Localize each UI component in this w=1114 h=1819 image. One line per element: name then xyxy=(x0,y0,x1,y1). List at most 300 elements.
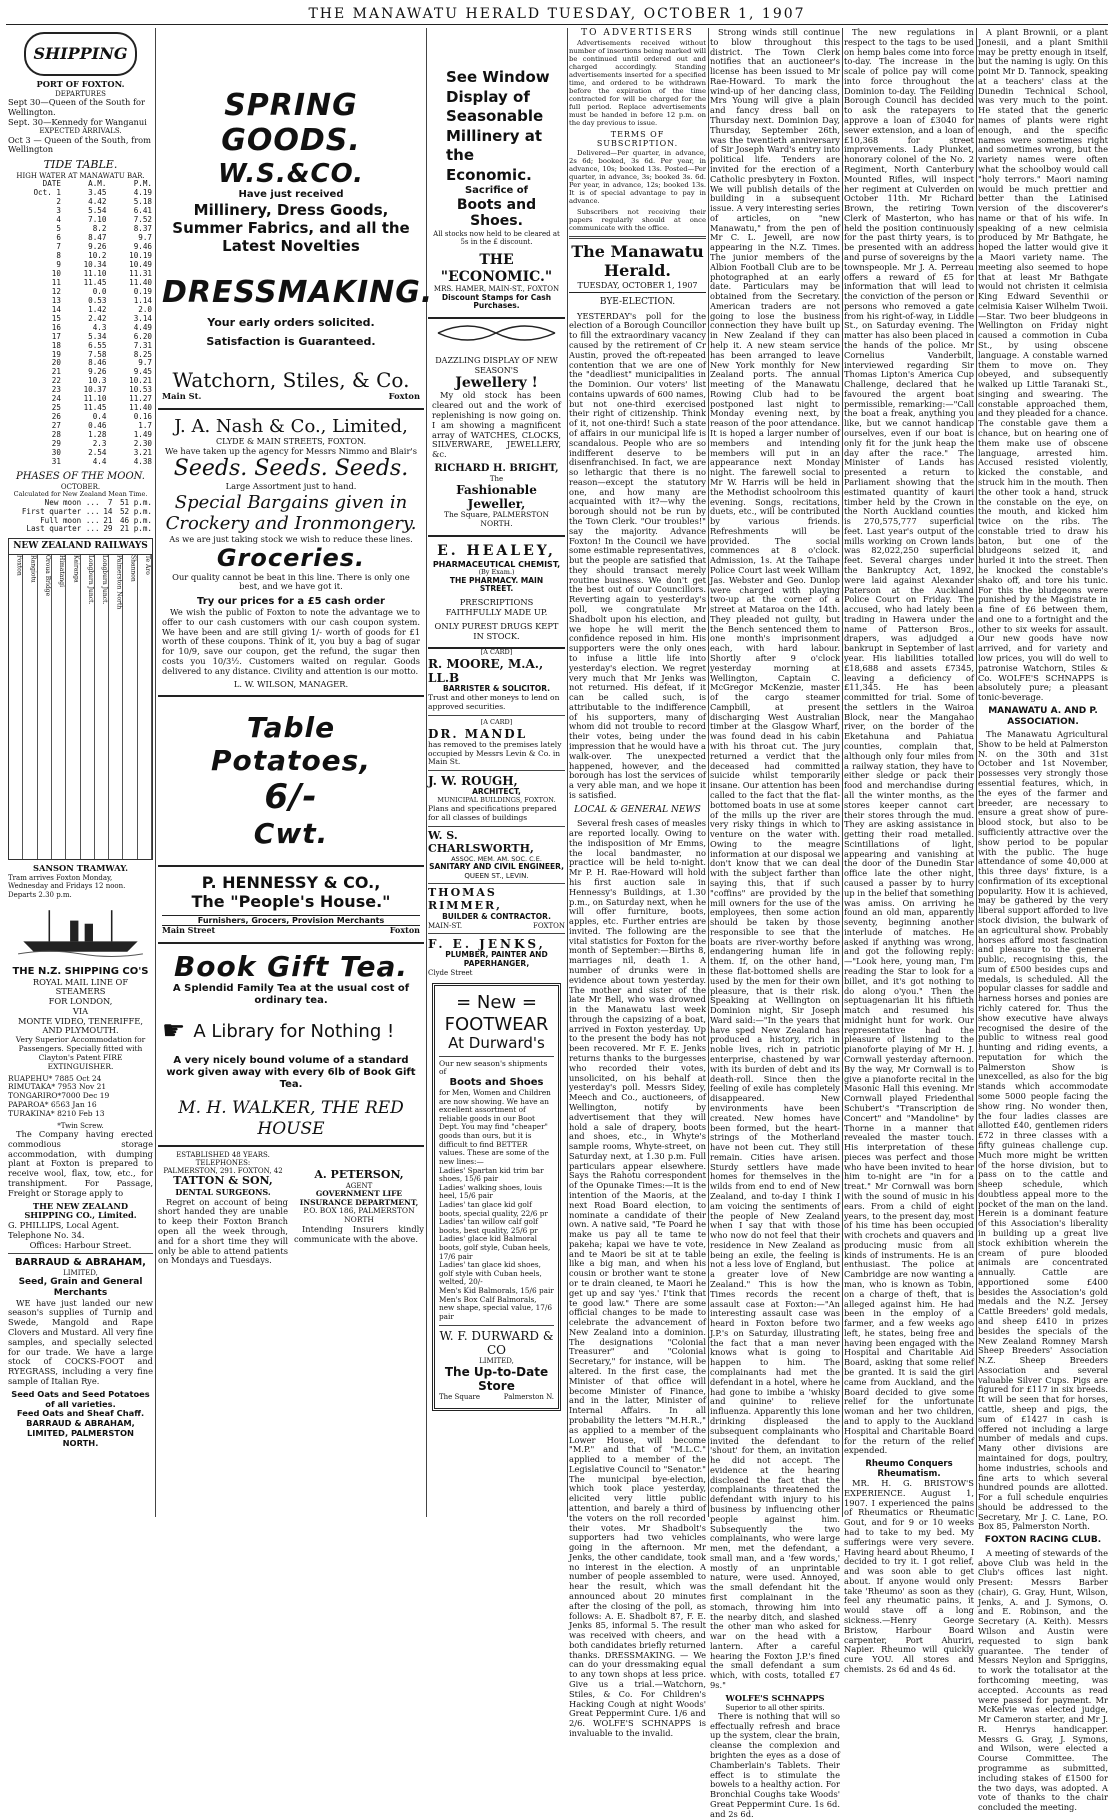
tide-cell: 16 xyxy=(51,322,61,332)
arrival-item: Oct 3 — Queen of the South, from Wellington xyxy=(8,134,152,155)
dressmaking-heading: DRESSMAKING. xyxy=(162,275,434,311)
durward-line-item: Ladies' glace kid Balmoral boots, golf style, Cuban heels, 17/6 pair xyxy=(439,1234,551,1261)
nzship-line: AND PLYMOUTH. xyxy=(42,1025,119,1036)
moon-cell: 29 xyxy=(103,524,113,534)
nzship-title: THE N.Z. SHIPPING CO'S xyxy=(12,965,149,977)
tide-cell: 11.45 xyxy=(83,403,107,413)
tide-table xyxy=(8,180,153,467)
column-divider xyxy=(426,28,427,1517)
foxton: Foxton xyxy=(388,391,420,402)
durward-line-item: Ladies' tan glace kid shoes, golf style with Cuban heels, welted, 20/- xyxy=(439,1260,542,1287)
tide-cell: 11.31 xyxy=(129,268,152,278)
durward-line-item: Men's Box Calf Balmorals, new shape, special value, 17/6 pair xyxy=(439,1294,553,1321)
tide-cell: 1.49 xyxy=(133,430,152,440)
foxton: Foxton xyxy=(389,925,420,936)
moon-cell: 46 p.m. xyxy=(119,515,152,525)
column-shipping xyxy=(8,28,153,1517)
tide-cell: 28 xyxy=(51,430,61,440)
library-text: A very nicely bound volume of a standard work given away with every 6lb of Book Gift Tea. xyxy=(166,1055,416,1090)
moon-note: Calculated for New Zealand Mean Time. xyxy=(13,489,148,498)
library-row xyxy=(162,1016,420,1047)
railway-title: NEW ZEALAND RAILWAYS xyxy=(9,539,152,555)
nzship-line: FOR LONDON, xyxy=(48,996,113,1007)
assoc-text: The Manawatu Agricultural Show to be held at Palmerston N. on the 30th and 31st October and 1st November, possesses very strongly those essential features, which, in the eyes of the farmer and breeder, are necessary to ensure a great show of pure-blood stock, but also to be sufficiently attractive over the show period to be popular with the public. The huge attendance of some 40,000 at this three days' fixture, is a confirmation of its exceptional popularity. How it is achieved, may be gathered by the very liberal support afforded to live stock division, the bulwark of an agricultural show. Probably horses afford most fascination and pleasure to the general public, recognising this, the sum of £500 besides cups and medals, is scheduled. All the popular classes for saddle and harness horses and ponies are richly catered for. Thus the show executive have always recognised the desire of the public to witness real good hunting and riding events, a reputation for which the Palmerston Show is unexcelled, as also for the big stands which accommodate some 5000 people facing the show ring. No wonder then, the four ladies classes are allotted £40, gentlemen riders £72 in three classes with a fifty guineas challenge cup. Much more might be written of the horse division, but to pass on to the cattle and sheep schedule, which doubtless appeal more to the pocket of the man on the land. Herein is a dominant feature of this Association's liberality in building up a great live stock exhibition wherein the cream of pure blooded animals are concentrated annually. Cattle are apportioned some £400 besides the Association's gold medals and the N.Z. Jersey Cattle Breeders' gold medals, and sheep £410 in prizes besides the specials of the New Zealand Romney Marsh Sheep Breeders' Association N.Z. Sheep Breeders Association and several valuable Silver Cups. Pigs are figured for £117 in six breeds. It will be seen that for horses, cattle, sheep and pigs, the sum of £1427 in cash is offered not including a large number of medals and cups. Many other divisions are maintained for dogs, poultry, home industries, schools and fine arts to which several hundred pounds are allotted. For a full schedule enquiries should be addressed to the Secretary, Mr J. C. Lane, P.O. Box 85, Palmerston North. xyxy=(978,729,1108,1532)
barraud-text: WE have just landed our new season's supplies of Turnip and Swede, Mangold and Rape Clovers and Mustard. All very fine samples, and specially selected for our trade. We have a large stock of COCKS-FOOT and RYEGRASS, including a very fine sample of Italian Rye. xyxy=(8,1297,153,1386)
pharm: PHARMACEUTICAL CHEMIST, xyxy=(432,559,561,569)
tide-cell: 10.37 xyxy=(83,385,107,395)
tide-cell: 6 xyxy=(56,233,61,243)
tide-cell: 2.42 xyxy=(88,313,107,323)
ad-durward xyxy=(432,983,561,1410)
racing-title: FOXTON RACING CLUB. xyxy=(984,1535,1102,1546)
wsco-heading: W.S.&CO. xyxy=(217,158,365,189)
potatoes-price: 6/- xyxy=(264,777,318,818)
ad-healey xyxy=(428,537,565,649)
tide-cell: 4.4 xyxy=(92,456,107,466)
try-prices: Try our prices for a £5 cash order xyxy=(197,596,385,608)
tatton-text: Regret on account of being short handed they are unable to keep their Foxton Branch open all the week through, and for a short time they will only be able to attend patients on Mondays and Tuesdays. xyxy=(158,1196,288,1266)
advertisers-text: Advertisements received without number of insertions being marked will be continued until ordered out and charged accordingly. Standing advertisements inserted for a specified time, and ordered to be withdrawn before the expiration of the time contracted for will be charged for the full period. Replace advertisements must be handed in before 12 p.m. on the day previous to issue. xyxy=(569,38,706,127)
peterson-text: Intending Insurers kindly communicate with the above. xyxy=(294,1224,424,1244)
spring-goods-heading: SPRING GOODS. xyxy=(221,88,361,159)
nzship-note: Very Superior Accommodation for Passengers. Specially fitted with Clayton's Patent FIRE EXTINGUISHER. xyxy=(15,1035,146,1071)
tide-cell: 25 xyxy=(51,403,61,413)
telephones: TELEPHONES: xyxy=(195,1158,251,1167)
charlsworth-name: W. S. CHARLSWORTH, xyxy=(428,828,534,855)
tide-cell: 11 xyxy=(51,277,61,287)
railway-station: Oroua Bridge xyxy=(38,555,52,859)
reduce-lines: As we are just taking stock we wish to reduce these lines. xyxy=(169,533,413,544)
tide-cell: 4.49 xyxy=(133,322,152,332)
govlife: GOVERNMENT LIFE INSURANCE DEPARTMENT, xyxy=(299,1188,419,1207)
wolfe-title: WOLFE'S SCHNAPPS xyxy=(725,1692,825,1703)
mandl-text: has removed to the premises lately occupied by Messrs Levin & Co. in Main St. xyxy=(428,739,562,767)
moon-row xyxy=(8,525,153,534)
tide-cell: 7.10 xyxy=(88,215,107,225)
local-text: Several fresh cases of measles are reported locally. Owing to the indisposition of Mr Emms, the local bandmaster, no practice will be held to-night. Mr P. H. Rae-Howard will hold his first auction sale in Hennessy's Buildings, at 1.30 p.m., on Saturday next, when he will offer furniture, boots, apples, etc. Further entries are invited. The following are the vital statistics for Foxton for the month of September:—Births 8, marriages nil, death 1. A number of drunks were in evidence about town yesterday. The mother and sister of the late Mr Bell, who was drowned in the Manawatu last week through the capsizing of a boat, arrived in Foxton yesterday. Up to the present the body has not been recovered. Mr F. E. Jenks returns thanks to the burgesses who recorded their votes, unsolicited, on his behalf at yesterday's poll. Messrs Sidey, Meech and Co., auctioneers, of Wellington, notify by advertisement that they will hold a sale of drapery, boots and shoes, etc., in Whyte's sample rooms, Whyte-street, on Saturday next, at 1.30 p.m. Full particulars appear elsewhere. Says the Rahotu correspondent of the Opunake Times:—It is the intention of the Maoris, at the next Road Board election, to nominate a candidate of their own. A native said, "Te Poard he make us pay all te tame te pakeha; kapai we have te vote, and te Maori be sit at te table like a big man, and when his cousin or brother want te stone or te drain cleaned, te Maori he get up and say 'yes.' I'tink that te good law." There are some official changes to be made to celebrate the advancement of New Zealand into a dominion. The designations "Colonial Treasurer" and "Colonial Secretary," for instance, will be altered. In the first case, the Minister of that office will become Minister of Finance, and in the latter, Minister of Internal Affairs. In all probability the letters "M.H.R.," as applied to a member of the Lower House, will become "M.P." and that of "M.L.C." applied to a member of the Legislative Council to "Senator." The municipal bye-election, which took place yesterday, elicited very little public attention, and barely a third of the voters on the roll recorded their votes. Mr Shadbolt's supporters had two vehicles going in the afternoon. Mr Jenks, the other candidate, took no interest in the election. A number of people assembled to hear the result, which was announced about 20 minutes after the closing of the poll, as follows: A. E. Shadbolt 87, F. E. Jenks 85, informal 5. The result was received with cheers, and both candidates briefly returned thanks. DRESSMAKING. — We can do your dressmaking equal to any town shops at less price. Give us a trial.—Watchorn, Stiles, & Co. For Children's Hacking Cough at night Woods' Great Peppermint Cure. 1/6 and 2/6. WOLFE'S SCHNAPPS is invaluable to the invalid. xyxy=(569,818,706,1738)
railway-station: Palmerston North xyxy=(109,555,123,859)
moon-cell: 7 xyxy=(107,497,113,507)
tide-row xyxy=(8,324,153,333)
tide-cell: 27 xyxy=(51,421,61,431)
ad-book-gift-tea xyxy=(158,944,424,1147)
tide-cell: 5 xyxy=(56,224,61,234)
potatoes-heading: Table Potatoes, xyxy=(211,711,371,778)
tide-cell: 11.45 xyxy=(83,277,107,287)
tide-row xyxy=(8,234,153,243)
builder: BUILDER & CONTRACTOR. xyxy=(442,912,551,922)
tide-cell: 10.34 xyxy=(83,259,107,269)
barraud-footer: BARRAUD & ABRAHAM, LIMITED, PALMERSTON NORTH. xyxy=(26,1418,135,1448)
tide-row xyxy=(8,413,153,422)
durward-boots: Boots and Shoes xyxy=(449,1077,544,1089)
prescriptions: PRESCRIPTIONS FAITHFULLY MADE UP. xyxy=(445,597,548,618)
hennessy-address xyxy=(162,926,420,935)
durward-line-item: Ladies' walking shoes, louis heel, 15/6 pair xyxy=(439,1182,543,1201)
tide-row xyxy=(8,288,153,297)
tide-cell: 10.49 xyxy=(129,259,152,269)
column-ads-right xyxy=(428,28,565,1517)
tide-cell: 8.2 xyxy=(92,224,107,234)
moon-cell: 21 p.m. xyxy=(119,524,152,534)
divider xyxy=(8,1253,153,1254)
news-text: A plant Brownii, or a plant Jonesii, and a plant Smithii may be pretty enough in itself, but the naming is ugly. On this point Mr D. Tannock, speaking at a teachers' class at the Dunedin Technical School, was very much to the point. He stated that the generic names of plants were right enough, and the specific names were sometimes right and sometimes wrong, but the variety names were often what the schoolboy would call "holy terrors." Maori naming would be much prettier and better than the Latinised version of the discoverer's name or that of his wife. In speaking of a new celmisia produced by Mr Bathgate, he hoped the latter would give it a Maori variety name. The meeting also seemed to hope that at least Mr Bathgate would not christen it celmisia King Edward Seventhii or celmisia Kaiser Wilhelm Twoii.—Star. Two beer bludgeons in Wellington on Friday night caused a commotion in Cuba St., by using obscene language. A constable warned them to move on. They obeyed, and subsequently walked up Little Taranaki St., singing and swearing. The constable approached them, and they pleaded for a chance. The constable gave them a chance, but on hearing one of them make use of obscene language, arrested him. Accused resisted violently, kicked the constable, and struck him in the mouth. Then the other took a hand, struck the constable on the eye, on the mouth, and kicked him twice on the ribs. The constable tried to draw his baton, but one of the bludgeons seized it, and hurled it into the street. Then he knocked the constable's shako off, and tore his tunic. For this the bludgeons were punished by the Magistrate in a fine of £6 between them, and one to a fortnight and the other to six weeks for assault. Our new goods have now arrived, and for variety and low prices, you will do well to patronise Watchorn, Stiles & Co. WOLFE'S SCHNAPPS is absolutely pure; a pleasant tonic-beverage. xyxy=(978,27,1108,703)
moon-cell: 14 xyxy=(103,506,113,516)
durward-limited: LIMITED, xyxy=(479,1356,514,1365)
paper-title: The Manawatu Herald. xyxy=(571,241,704,280)
moon-subtitle: OCTOBER. xyxy=(60,482,101,491)
rough-name: J. W. ROUGH, xyxy=(428,774,518,789)
durward-text2: for Men, Women and Children are now showing. We have an excellent assortment of reliable goods in our Boot Dept. You may find "cheaper" goods than ours, but it is difficult to find BETTER values. These are some of the new lines:— xyxy=(439,1088,551,1166)
divider xyxy=(428,770,565,771)
foxton: FOXTON xyxy=(533,922,565,931)
column-divider xyxy=(842,28,843,1517)
architect: ARCHITECT, xyxy=(472,787,521,797)
rheumo-title: Rheumo Conquers Rheumatism. xyxy=(865,1459,953,1480)
tide-row xyxy=(8,207,153,216)
tide-cell: 1.42 xyxy=(88,304,107,314)
tide-cell: 0.53 xyxy=(88,295,107,305)
by-exam: (By Exam.) xyxy=(478,567,515,576)
nash-name: J. A. Nash & Co., Limited, xyxy=(174,415,408,437)
see-window: See Window Display of Seasonable Millinery at the Economic. xyxy=(446,68,550,184)
grocery-text: Our quality cannot be beat in this line. There is only one best, and we have got it. xyxy=(172,571,410,592)
tide-cell: 11.40 xyxy=(129,403,152,413)
fashionable-jeweller: Fashionable Jeweller, xyxy=(456,482,537,512)
tide-row xyxy=(8,431,153,440)
tide-cell: 11.40 xyxy=(129,277,152,287)
column-news-2 xyxy=(844,27,974,1674)
tide-cell: 4.19 xyxy=(133,188,152,198)
durward-line-item: Ladies' tan willow calf golf boots, best quality, 25/6 pr xyxy=(439,1217,538,1235)
tide-title: TIDE TABLE. xyxy=(43,158,118,172)
tramway-title: SANSON TRAMWAY. xyxy=(33,863,128,874)
moon-table xyxy=(8,499,153,535)
furnishers: Furnishers, Grocers, Provision Merchants xyxy=(162,915,420,926)
railway-station: Te Aro xyxy=(138,555,152,859)
tide-header-cell: DATE xyxy=(42,179,61,189)
tide-cell: 5.34 xyxy=(88,331,107,341)
tide-cell: 8.46 xyxy=(88,358,107,368)
ad-peterson xyxy=(294,1151,424,1270)
economic-name: THE "ECONOMIC." xyxy=(440,252,553,285)
tide-cell: 9.26 xyxy=(88,242,107,252)
bottom-ads xyxy=(158,1151,424,1270)
watchorn-name: Watchorn, Stiles, & Co. xyxy=(172,367,410,392)
purest-drugs: ONLY PUREST DRUGS KEPT IN STOCK. xyxy=(434,620,559,641)
plumber: PLUMBER, PAINTER AND PAPERHANGER, xyxy=(445,950,548,969)
dazzling: DAZZLING DISPLAY OF NEW SEASON'S xyxy=(435,356,558,375)
news-text: Strong winds still continue to blow throughout this district. The Town Clerk notifies that an auctioneer's license has been issued to Mr Rae-Howard. To mark the wind-up of her dancing class, Mrs Young will give a plain and fancy dress ball on Thursday next. Dominion Day, Thursday, September 26th, was the twentieth anniversary of Sir Joseph Ward's entry into political life. Tenders are invited for the erection of a Catholic presbytery in Foxton. We will publish details of the building in a subsequent issue. A very interesting series of articles, on "new Manawatu," from the pen of Mr C. L. Jewell, are now appearing in the N.Z. Times. The junior members of the Albion Football Club are to be photographed at an early date. Particulars may be obtained from the Secretary. American traders are not going to lose the business connection they have built up in New Zealand if they can help it. A new steam service has been arranged to leave New York monthly for New Zealand ports. The annual meeting of the Manawatu Rowing Club had to be postponed last night to Monday evening next, by reason of the poor attendance. It is hoped a larger number of members and intending members will put in an appearance next Monday night. The farewell social to Mr W. Harris will be held in the Methodist schoolroom this evening. Songs, recitations, duets, etc., will be contributed by various friends. Refreshments will be provided. The social commences at 8 o'clock. Admission, 1s. At the Taihape Police Court last week William Jas. Webster and Geo. Dunlop were charged with playing two-up at the corner of a street at Mataroa on the 14th. They pleaded not guilty, but the Bench sentenced them to one month's imprisonment each, with hard labour. Shortly after 9 o'clock yesterday morning at Wellington, Captain C. McGregor McKenzie, master of the cargo steamer Campbill, at present discharging West Australian timber at the Glasgow Wharf, was found dead in his cabin with his throat cut. The jury returned a verdict that the deceased had committed suicide whilst temporarily insane. Our attention has been called to the fact that the flat-bottomed boats in use at some of the mills up the river are very risky things in which to venture on the water with. Owing to the meagre information at our disposal we don't know that we can deal with the subject farther than saying this, that if such "coffins" are provided by the mill owners for the use of the employees, then some action should be taken by those responsible to see that the boats are river-worthy before endangering human life in them. If, on the other hand, these flat-bottomed shells are used by the men for their own pleasure, that is their risk. Speaking at Wellington on Dominion night, Sir Joseph Ward said:—"In the years that have sped New Zealand has produced a history, rich in noble lives, rich in patriotic enterprise, chastened by war with its burden of debt and its death-roll. Since then the feeling of exile has completely disappeared. New environments have been created. New homes have been formed, but the heart-strings of the Motherland have not been cut. They still remain. Cities have arisen. Sturdy settlers have made homes for themselves in the wilds from end to end of New Zealand, and to-day I think I am voicing the sentiments of the people of New Zealand when I say that with those who now do not feel that their residence in New Zealand as being an exile, the feeling is not a less love of England, but a greater love of New Zealand." This is how the Times records the recent assault case at Foxton:—"An interesting assault case was heard in Foxton before two J.P.'s on Saturday, illustrating the fact that a man never knows what is going to happen to him. The complainants had met the defendant in a hotel, where he had gone to imbibe a 'whisky and quinine' to relieve influenza. Apparently this lone drinking displeased the subsequent complainants who invited the defendant to 'shout' for them, an invitation he did not accept. The evidence at the hearing disclosed the fact that the complainants threatened the defendant with injury to his business by influencing other people against him. Subsequently the two complainants, who were large men, met the defendant, a small man, and a 'few words,' mostly of an unprintable nature, were used. Annoyed, the small defendant hit the first complainant in the stomach, throwing him into the nearby ditch, and slashed the other man who asked for war on the head with a lantern. After a careful hearing the Foxton J.P.'s fined the small defendant a sum which, with costs, totalled £7 9s." xyxy=(710,27,840,1691)
tide-cell: 2.54 xyxy=(88,448,107,457)
moon-cell: 51 p.m. xyxy=(119,497,152,507)
rimmer-address xyxy=(428,922,565,930)
barraud-feed: Feed Oats and Sheaf Chaff. xyxy=(16,1408,145,1419)
tide-cell: 9.45 xyxy=(133,367,152,377)
steamer-list xyxy=(8,1075,153,1119)
railway-station: Kairanga xyxy=(66,555,80,859)
company-text: The Company having erected commodious storage accommodation, with dumping plant at Foxton is prepared to receive wool, flax, tow, etc., for transhipment. For Passage, Freight or Storage apply to xyxy=(8,1129,153,1198)
tide-cell: 23 xyxy=(51,385,61,395)
assoc: ASSOC. MEM. AM. SOC. C.E. xyxy=(451,854,542,863)
divider xyxy=(428,826,565,827)
manager: L. W. WILSON, MANAGER. xyxy=(233,678,349,689)
watchorn-address xyxy=(162,392,420,402)
card-label: [A CARD] xyxy=(480,717,513,726)
tide-row xyxy=(8,279,153,288)
ad-spring-goods xyxy=(158,28,434,410)
barraud-title: BARRAUD & ABRAHAM, xyxy=(15,1257,146,1269)
ad-bright xyxy=(428,350,565,537)
masthead-rule xyxy=(6,24,1108,25)
company-name: THE NEW ZEALAND SHIPPING CO., Limited. xyxy=(24,1200,137,1221)
tide-cell: 7.31 xyxy=(133,340,152,350)
trust-text: Trust and other moneys to lend on approved securities. xyxy=(428,693,560,712)
shipping-logo: SHIPPING xyxy=(24,32,137,76)
tatton-name: TATTON & SON, xyxy=(173,1174,273,1188)
tide-cell: 0.4 xyxy=(92,412,107,422)
bright-address: The Square, PALMERSTON NORTH. xyxy=(443,510,550,529)
tide-cell: 4.42 xyxy=(88,197,107,207)
hamer: MRS. HAMER, MAIN-ST., FOXTON xyxy=(433,285,560,294)
assoc-title: MANAWATU A. AND P. ASSOCIATION. xyxy=(988,705,1098,727)
new-heading: = New = xyxy=(456,992,537,1014)
nzship-line: STEAMERS xyxy=(55,986,106,997)
news-text-2: There is nothing that will so effectually refresh and brace up the system, clear the brain, cleanse the complexion and brighten the eyes as a dose of Chamberlain's Tablets. Their effect is to stimulate the bowels to a healthy action. For Bronchial Coughs take Woods' Great Peppermint Cure. 1s 6d. and 2s 6d. xyxy=(710,1710,840,1819)
jewellery-heading: Jewellery ! xyxy=(455,374,538,391)
mandl-name: DR. MANDL xyxy=(428,726,528,741)
tide-row xyxy=(8,342,153,351)
try-text: We wish the public of Foxton to note the advantage we to offer to our cash customers with our cash coupon system. We have been and are still giving 1/- worth of goods for £1 worth of these coupons. Think of it, you buy a bag of sugar for 10/9, save our coupon, get the refund, the sugar then costs you 10/3½. Customers waited on regular. Goods delivered to any distance. Civility and attention is our motto. xyxy=(162,607,420,676)
barraud-trade: Seed, Grain and General Merchants xyxy=(18,1277,143,1299)
tide-row xyxy=(8,422,153,431)
sacrifice: Sacrifice of xyxy=(464,185,529,196)
bye-text: YESTERDAY's poll for the election of a Borough Councillor to fill the extraordinary vacancy caused by the retirement of Cr Austin, proved the oft-repeated contention that we are one of the "deadliest" municipalities in the Dominion. Our voters' list contains upwards of 600 names, but not one-third exercised their right of citizenship. Think of it, not one-third! Such a state of affairs in our municipal life is scandalous. People who are so indifferent deserve to be disenfranchised. In fact, we are so lethargic that there is no reason—except the statutory one, and how many are acquainted with it?—why the borough should not be run by the Town Clerk. "Our troubles!" say the majority. Advance Foxton! In the Council we have some estimable representatives, but the people are satisfied that they should transact merely routine business. We don't get the best out of our Councillors. Reverting again to yesterday's poll, we congratulate Mr Shadbolt upon his election, and we hope he will merit the confidence reposed in him. His supporters were the only ones to infuse a little life into yesterday's election. We regret very much that Mr Jenks was not returned. His defeat, if it can be called such, is attributable to the indifference of his supporters, many of whom did not trouble to record their votes, being under the impression that he would have a walk-over. The unexpected happened, however, and the borough has lost the services of a very able man, and we hope it is satisfied. xyxy=(569,310,706,800)
tide-row xyxy=(8,440,153,449)
splendid-tea: A Splendid Family Tea at the usual cost of ordinary tea. xyxy=(172,982,410,1006)
tide-cell: 9.26 xyxy=(88,367,107,377)
steamship-illustration xyxy=(18,905,143,957)
tide-row xyxy=(8,189,153,198)
tide-cell: 9 xyxy=(56,259,61,269)
terms-title: TERMS OF SUBSCRIPTION. xyxy=(596,129,679,149)
walker-name: M. H. WALKER, THE RED HOUSE xyxy=(178,1098,404,1139)
tide-cell: 10.2 xyxy=(88,251,107,261)
divider xyxy=(569,236,706,239)
tide-cell: 0.46 xyxy=(88,421,107,431)
tide-row xyxy=(8,225,153,234)
tide-cell: 8 xyxy=(56,251,61,261)
tide-cell: 9.46 xyxy=(133,242,152,252)
tide-cell: 7.58 xyxy=(88,349,107,359)
book-gift-tea: Book Gift Tea. xyxy=(173,949,409,983)
column-advertisements xyxy=(158,28,434,1517)
wolfe-sub: Superior to all other spirits. xyxy=(725,1703,825,1712)
railway-station: Longburn Junct. xyxy=(95,555,109,859)
tide-cell: 0.16 xyxy=(133,412,152,422)
durward-address xyxy=(439,1393,554,1401)
tide-cell: 3 xyxy=(56,206,61,216)
steamer-note: *Twin Screw. xyxy=(57,1121,104,1130)
railway-station: Longburn Junct. xyxy=(81,555,95,859)
divider xyxy=(428,883,565,884)
nzship-line: ROYAL MAIL LINE OF xyxy=(32,976,129,987)
barrister: BARRISTER & SOLICITOR. xyxy=(443,684,550,694)
tide-row xyxy=(8,306,153,315)
the: The xyxy=(489,474,504,483)
rheumo-text: MR. H. G. BRISTOW'S EXPERIENCE. August 1, 1907. I experienced the pains of Rheumatics or Rheumatic Gout, and for 9 or 10 weeks had to take to my bed. My sufferings were very severe. Having heard about Rheumo, I decided to try it. I got relief, and was soon able to get about. If anyone would only take 'Rheumo' as soon as they feel any rheumatic pains, it would stave off a long sickness.—Henry George Bristow, Harbour Board carpenter, Port Ahuriri, Napier. Rheumo will quickly cure YOU. All stores and chemists. 2s 6d and 4s 6d. xyxy=(844,1478,974,1674)
steamer-row: PAPAROA* 6563 Jan 16 xyxy=(8,1100,97,1110)
masthead: THE MANAWATU HERALD TUESDAY, OCTOBER 1, 1907 xyxy=(308,6,806,22)
pointing-hand-icon: ☛ xyxy=(162,1016,186,1047)
railway-station: Shannon xyxy=(123,555,137,859)
tide-row xyxy=(8,351,153,360)
tide-row xyxy=(8,449,153,458)
boots-shoes: Boots and Shoes. xyxy=(456,196,537,230)
peterson-name: A. PETERSON, xyxy=(314,1167,404,1181)
divider xyxy=(439,1056,554,1057)
moore-name: R. MOORE, M.A., LL.B xyxy=(428,657,544,686)
tide-cell: 6.55 xyxy=(88,340,107,350)
arrivals-heading: EXPECTED ARRIVALS. xyxy=(39,127,122,136)
column-divider xyxy=(567,28,568,1517)
footwear-heading: FOOTWEAR xyxy=(444,1013,549,1035)
tide-cell: 11.27 xyxy=(129,394,152,404)
tide-cell: 2.3 xyxy=(92,439,107,449)
established: ESTABLISHED 48 YEARS. xyxy=(176,1150,270,1159)
departure-item: Sept 30—Queen of the South for Wellington. xyxy=(8,97,145,117)
discount-stamps: Discount Stamps for Cash Purchases. xyxy=(441,292,552,311)
pobox: P.O. BOX 186, PALMERSTON NORTH xyxy=(303,1206,415,1225)
tide-cell: 6.41 xyxy=(133,206,152,216)
offices: Offices: Harbour Street. xyxy=(29,1239,132,1250)
column-divider xyxy=(155,28,156,1517)
ad-hennessy xyxy=(158,867,424,944)
palmerston: Palmerston N. xyxy=(503,1393,554,1402)
bargains-heading: Special Bargains given in Crockery and Ironmongery. xyxy=(165,492,417,535)
tide-cell: 10.19 xyxy=(129,251,152,261)
column-editorial xyxy=(569,28,706,1738)
nash-address: CLYDE & MAIN STREETS, FOXTON. xyxy=(215,437,367,447)
column-divider xyxy=(708,28,709,1517)
departure-item: Sept. 30—Kennedy for Wanganui xyxy=(8,116,147,127)
tide-cell: 8.25 xyxy=(133,349,152,359)
tide-cell: 7 xyxy=(56,242,61,252)
dental: DENTAL SURGEONS. xyxy=(175,1187,271,1198)
tide-cell: 18 xyxy=(51,340,61,350)
tide-header-cell: A.M. xyxy=(88,179,107,189)
tide-cell: 8.47 xyxy=(88,233,107,243)
nzship-line: VIA xyxy=(72,1005,89,1016)
moon-cell: Full moon ... xyxy=(40,515,100,525)
card-label: [A CARD] xyxy=(480,648,513,657)
tide-row xyxy=(8,297,153,306)
moon-cell: Last quarter ... xyxy=(26,524,100,534)
column-news-3 xyxy=(978,27,1108,1813)
tide-cell: 29 xyxy=(51,439,61,449)
main-st: Main St. xyxy=(162,391,202,402)
moon-title: PHASES OF THE MOON. xyxy=(16,470,145,482)
tide-cell: 11.10 xyxy=(83,268,107,278)
tide-row xyxy=(8,404,153,413)
tramway-text: Tram arrives Foxton Monday, Wednesday and Fridays 12 noon. Departs 2.30 p.m. xyxy=(8,874,126,899)
large-assortment: Large Assortment just to hand. xyxy=(225,481,357,492)
ad-nash xyxy=(158,410,424,697)
tide-cell: 5.54 xyxy=(88,206,107,216)
moon-cell: 52 p.m. xyxy=(119,506,152,516)
steamer-row: RUAPEHU* 7885 Oct 24 xyxy=(8,1073,102,1083)
satisfaction: Satisfaction is Guaranteed. xyxy=(206,334,376,348)
departures-heading: DEPARTURES xyxy=(55,89,106,98)
tide-row xyxy=(8,216,153,225)
nash-text: We have taken up the agency for Messrs Nimmo and Blair's xyxy=(165,445,417,456)
tide-cell: 2.0 xyxy=(138,304,152,314)
tide-cell: 30 xyxy=(51,448,61,457)
steamer-row: TONGARIRO*7000 Dec 19 xyxy=(8,1091,110,1101)
tide-cell: 12 xyxy=(51,286,61,296)
tide-cell: 7.52 xyxy=(133,215,152,225)
tide-cell: 20 xyxy=(51,358,61,368)
tide-cell: 3.14 xyxy=(133,313,152,323)
municipal: MUNICIPAL BUILDINGS, FOXTON. xyxy=(437,796,556,805)
tide-cell: 3.45 xyxy=(88,188,107,198)
pharmacy: THE PHARMACY. MAIN STREET. xyxy=(449,575,544,594)
advertisers-title: TO ADVERTISERS xyxy=(581,28,694,38)
tide-row xyxy=(8,315,153,324)
subscribers-note: Subscribers not receiving their papers regularly should at once communicate with the office. xyxy=(569,207,706,232)
main-st: MAIN-ST. xyxy=(428,922,463,931)
durward-line-item: Ladies' tan glace kid golf boots, special quality, 22/6 pr xyxy=(439,1199,548,1218)
uptodate: The Up-to-Date Store xyxy=(444,1365,549,1394)
tide-cell: 19 xyxy=(51,349,61,359)
durward-text: Our new season's shipments of xyxy=(439,1058,548,1077)
tide-cell: 13 xyxy=(51,295,61,305)
novelties: Millinery, Dress Goods, Summer Fabrics, and all the Latest Novelties xyxy=(172,201,410,256)
tide-cell: 4.3 xyxy=(92,322,107,332)
tide-cell: 6.20 xyxy=(133,331,152,341)
nzship-line: MONTE VIDEO, TENERIFFE, xyxy=(18,1015,143,1026)
tide-cell: 24 xyxy=(51,394,61,404)
durward-lines xyxy=(439,1167,554,1322)
ad-potatoes xyxy=(158,697,424,866)
railway-station: Himatangi xyxy=(52,555,66,859)
jewel-text: My old stock has been cleared out and the work of replenishing is now going on. I am showing a magnificent array of WATCHES, CLOCKS, SILVERWARE, JEWELLERY, &c. xyxy=(432,390,561,460)
tide-cell: 8.37 xyxy=(133,224,152,234)
steamer-row: RIMUTAKA* 7953 Nov 21 xyxy=(8,1082,107,1092)
news-text: The new regulations in respect to the tags to be used on hemp bales come into force to-day. The increase in the scale of police pay will come into force throughout the Dominion to-day. The Feilding Borough Council has decided to ask the ratepayers to approve a loan of £3040 for sewer extension, and a loan of £10,368 for street improvements. Lady Plunket, honorary colonel of the No. 2 Regiment, North Canterbury Mounted Rifles, will inspect her regiment at Culverden on October 11th. Mr Richard Brown, the retiring Town Clerk of Masterton, who has held the position continuously for the past thirty years, is to be presented with an address and purse of sovereigns by the townspeople. Mr J. A. Perreau offers a reward of £5 for information that will lead to the conviction of the person or persons who removed a gate from his right-of-way, in Liddle St., on Saturday evening. The matter has also been placed in the hands of the police. Mr Cornelius Vanderbilt, interviewed regarding Sir Thomas Lipton's America Cup Challenge, declared that he favoured the argent boat permissible, remarking:—"Call the boat a freak, anything you like, but we cannot handicap ourselves, even if our boat is only fit for the junk heap the day after the race." The Minister of Lands has presented a return to Parliament showing that the estimated quantity of kauri timber held by the Crown in the North Auckland counties is 270,575,777 superficial feet. Last year's output of the mills working on Crown lands was 82,022,250 superficial feet. Several charges under the Bankruptcy Act, 1892, were laid against Alexander Paterson at the Auckland Police Court on Friday. The accused, who had lately been trading in Hawera under the name of Patterson Bros., drapers, was adjudged a bankrupt in September of last year. His liabilities totalled £18,688 and assets £7345, leaving a deficiency of £11,345. He has been committed for trial. Some of the settlers in the Wairoa Block, near the Mangahao river, on the border of the Eketahuna and Pahiatua counties, complain that, although only four miles from a railway station, they have to either sledge or pack their food and merchandise during all the winter months, as the stores keeper cannot cart their stores through the mud. They are asking assistance in getting their road metalled. Scintillations of light, appearing and vanishing at the door of the Dunedin Star office late the other night, caused a passer by to hurry up in the belief that something was amiss. On arriving he found an old man, apparently seventy, beginning another interlude of matches. He asked if anything was wrong, and got the following reply:—"Look here, young man, I'm reading the Star to look for a billet, and it's got nothing to do along o'you." Then the septuagenarian lit his fiftieth match and resumed his midnight hunt for work. Our representative had the pleasure of listening to the pianoforte playing of Mr H. J. Cornwall yesterday afternoon. By the way, Mr Cornwall is to give a pianoforte recital in the Masonic Hall this evening. Mr Cornwall played Friedenthal Schubert's "Transcription de Concert" and "Mandoline" by Thorne in a manner that revealed the master touch. His interpretation of these pieces was perfect and those who have been invited to hear him to-night are "in for a treat." Mr Cornwall was born with the sound of music in his ears. From a child of eight years, to the present day, most of his time has been occupied with crochets and quavers and producing music from all kinds of instruments. He is an enthusiast. The police at Cambridge are now wanting a man, who is known as Tobin, on a charge of theft, that is alleged against him. He had been in the employ of a farmer, and a few weeks ago left, he states, being free and having been engaged with the Hospital and Charitable Aid Board, asking that some relief be granted. It is said the girl came from Auckland, and the Board decided to give some relief for the unfortunate woman and her two children, and to apply to the Auckland Hospital and Charitable Board for the return of the relief expended. xyxy=(844,27,974,1456)
tide-cell: 0.19 xyxy=(133,286,152,296)
rimmer-name: THOMAS RIMMER, xyxy=(428,886,502,913)
tide-cell: 11.10 xyxy=(83,394,107,404)
main-street: Main Street xyxy=(162,925,216,936)
telephone-numbers: PALMERSTON, 291. FOXTON, 42 xyxy=(163,1167,283,1176)
tide-cell: 15 xyxy=(51,313,61,323)
tide-cell: 14 xyxy=(51,304,61,314)
tide-cell: 1.28 xyxy=(88,430,107,440)
tide-cell: 1.14 xyxy=(133,295,152,305)
column-news-1 xyxy=(710,27,840,1819)
peterson-agent: AGENT xyxy=(345,1181,373,1190)
queen-st: QUEEN ST., LEVIN. xyxy=(464,872,529,881)
tide-row xyxy=(8,198,153,207)
local-title: LOCAL & GENERAL NEWS xyxy=(574,804,701,815)
railway-timetable xyxy=(8,538,153,860)
tide-cell: 10 xyxy=(51,268,61,278)
barraud-sub: LIMITED, xyxy=(63,1269,98,1278)
tide-cell: 4 xyxy=(56,215,61,225)
durward-line-item: Men's Kid Balmorals, 15/6 pair xyxy=(439,1286,554,1296)
tide-cell: 9.7 xyxy=(138,233,152,243)
